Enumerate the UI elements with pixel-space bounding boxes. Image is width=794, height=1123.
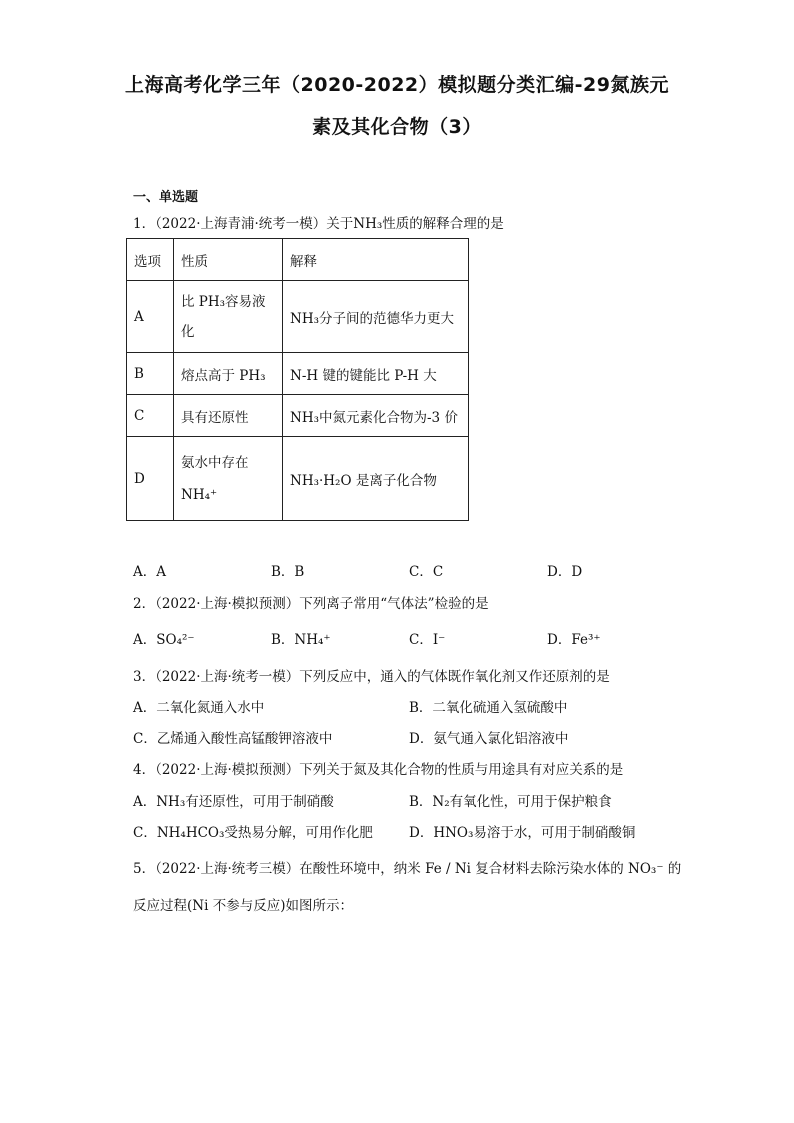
question-1-stem: 1．（2022·上海青浦·统考一模）关于NH₃性质的解释合理的是 — [133, 216, 504, 232]
table-cell-option: B — [127, 353, 174, 395]
table-cell-property: 比 PH₃容易液化 — [174, 281, 283, 353]
choice-c: C．I⁻ — [409, 632, 446, 648]
choice-b: B．N₂有氧化性，可用于保护粮食 — [409, 794, 612, 810]
table-header-row — [127, 239, 469, 281]
table-header-cell: 解释 — [283, 239, 469, 281]
choice-a: A．A — [133, 564, 166, 580]
question-4-choices-row2 — [133, 821, 693, 841]
question-1-choices — [133, 560, 693, 580]
table-cell-explanation: NH₃分子间的范德华力更大 — [283, 281, 469, 353]
choice-d: D．D — [547, 564, 583, 580]
choice-a: A．二氧化氮通入水中 — [133, 700, 265, 716]
table-row — [127, 353, 469, 395]
question-3-choices-row2 — [133, 727, 693, 747]
document-title-line2: 素及其化合物（3） — [312, 116, 482, 138]
choice-a: A．SO₄²⁻ — [133, 632, 195, 648]
question-3-stem: 3．（2022·上海·统考一模）下列反应中，通入的气体既作氧化剂又作还原剂的是 — [133, 669, 610, 685]
question-1-table — [126, 238, 469, 521]
table-row — [127, 281, 469, 353]
choice-c: C．NH₄HCO₃受热易分解，可用作化肥 — [133, 825, 373, 841]
question-2-choices — [133, 628, 693, 648]
question-5-stem-line2: 反应过程(Ni 不参与反应)如图所示： — [133, 898, 353, 914]
question-2-stem: 2．（2022·上海·模拟预测）下列离子常用“气体法”检验的是 — [133, 596, 489, 612]
table-cell-option: D — [127, 437, 174, 521]
table-cell-property: 具有还原性 — [174, 395, 283, 437]
table-cell-property: 熔点高于 PH₃ — [174, 353, 283, 395]
table-header-cell: 性质 — [174, 239, 283, 281]
question-3-choices-row1 — [133, 696, 693, 716]
choice-b: B．二氧化硫通入氢硫酸中 — [409, 700, 568, 716]
document-title-line1: 上海高考化学三年（2020-2022）模拟题分类汇编-29氮族元 — [125, 74, 669, 96]
question-4-stem: 4．（2022·上海·模拟预测）下列关于氮及其化合物的性质与用途具有对应关系的是 — [133, 762, 624, 778]
choice-b: B．B — [271, 564, 305, 580]
table-cell-explanation: NH₃·H₂O 是离子化合物 — [283, 437, 469, 521]
question-5-stem-line1: 5．（2022·上海·统考三模）在酸性环境中，纳米 Fe / Ni 复合材料去除污染水体的 NO₃⁻ 的 — [133, 861, 682, 877]
table-header-cell: 选项 — [127, 239, 174, 281]
table-cell-option: C — [127, 395, 174, 437]
choice-b: B．NH₄⁺ — [271, 632, 331, 648]
question-4-choices-row1 — [133, 790, 693, 810]
section-heading: 一、单选题 — [133, 190, 199, 205]
choice-c: C．C — [409, 564, 444, 580]
table-cell-explanation: NH₃中氮元素化合物为-3 价 — [283, 395, 469, 437]
table-row — [127, 437, 469, 521]
choice-c: C．乙烯通入酸性高锰酸钾溶液中 — [133, 731, 333, 747]
table-cell-property: 氨水中存在 NH₄⁺ — [174, 437, 283, 521]
choice-d: D．氨气通入氯化铝溶液中 — [409, 731, 569, 747]
choice-d: D．Fe³⁺ — [547, 632, 601, 648]
table-row — [127, 395, 469, 437]
choice-a: A．NH₃有还原性，可用于制硝酸 — [133, 794, 334, 810]
choice-d: D．HNO₃易溶于水，可用于制硝酸铜 — [409, 825, 636, 841]
table-cell-option: A — [127, 281, 174, 353]
table-cell-explanation: N-H 键的键能比 P-H 大 — [283, 353, 469, 395]
